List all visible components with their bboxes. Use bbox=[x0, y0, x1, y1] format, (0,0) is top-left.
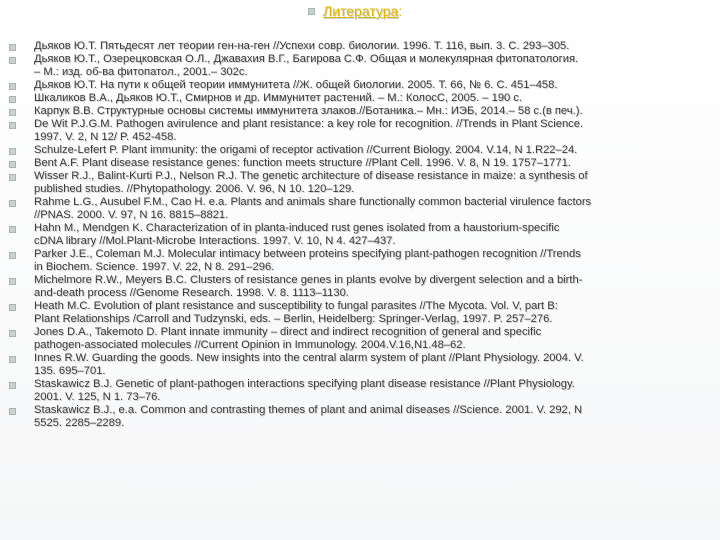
reference-line: Дьяков Ю.Т. На пути к общей теории иммунитета //Ж. общей биологии. 2005. Т. 66, № 6. С. 451–458. bbox=[34, 79, 558, 91]
bullet-square-icon bbox=[9, 44, 16, 51]
bullet-square-icon bbox=[9, 109, 16, 116]
bullet-square-icon bbox=[9, 200, 16, 207]
title-colon: : bbox=[398, 3, 403, 19]
reference-line: pathogen-associated molecules //Current Opinion in Immunology. 2004.V.16,N1.48–62. bbox=[34, 339, 466, 351]
bullet-square-icon bbox=[9, 174, 16, 181]
reference-item bbox=[0, 118, 720, 144]
reference-item bbox=[0, 144, 720, 157]
reference-item bbox=[0, 79, 720, 92]
reference-line: Michelmore R.W., Meyers B.C. Clusters of resistance genes in plants evolve by divergent selection and a birth- bbox=[34, 274, 583, 286]
reference-item bbox=[0, 157, 720, 170]
reference-item bbox=[0, 196, 720, 222]
bullet-square-icon bbox=[9, 382, 16, 389]
reference-line: Rahme L.G., Ausubel F.M., Cao H. e.a. Plants and animals share functionally common bacterial virulence factors bbox=[34, 196, 592, 208]
reference-item bbox=[0, 274, 720, 300]
reference-line: Jones D.A., Takemoto D. Plant innate immunity – direct and indirect recognition of general and specific bbox=[34, 326, 542, 338]
reference-line: published studies. //Phytopathology. 2006. V. 96, N 10. 120–129. bbox=[34, 183, 355, 195]
reference-line: 2001. V. 125, N 1. 73–76. bbox=[34, 391, 161, 403]
reference-item bbox=[0, 222, 720, 248]
bullet-square-icon bbox=[9, 122, 16, 129]
bullet-square-icon bbox=[9, 161, 16, 168]
reference-line: Wisser R.J., Balint-Kurti P.J., Nelson R.J. The genetic architecture of disease resistance in maize: a synthesis of bbox=[34, 170, 588, 182]
reference-line: De Wit P.J.G.M. Pathogen avirulence and plant resistance: a key role for recognition. //Trends in Plant Science. bbox=[34, 118, 584, 130]
bullet-square-icon bbox=[9, 83, 16, 90]
bullet-square-icon bbox=[9, 408, 16, 415]
bullet-square-icon bbox=[308, 8, 315, 15]
reference-line: cDNA library //Mol.Plant-Microbe Interactions. 1997. V. 10, N 4. 427–437. bbox=[34, 235, 396, 247]
reference-line: Дьяков Ю.Т., Озерецковская О.Л., Джавахия В.Г., Багирова С.Ф. Общая и молекулярная фитопатология. bbox=[34, 53, 579, 65]
reference-item bbox=[0, 40, 720, 53]
reference-line: 135. 695–701. bbox=[34, 365, 106, 377]
bullet-square-icon bbox=[9, 57, 16, 64]
bullet-square-icon bbox=[9, 96, 16, 103]
reference-line: Heath M.C. Evolution of plant resistance and susceptibility to fungal parasites //The Mycota. Vol. V, part B: bbox=[34, 300, 558, 312]
bullet-square-icon bbox=[9, 252, 16, 259]
bullet-square-icon bbox=[9, 278, 16, 285]
reference-line: in Biochem. Science. 1997. V. 22, N 8. 291–296. bbox=[34, 261, 275, 273]
reference-list bbox=[0, 40, 720, 430]
reference-line: Parker J.E., Coleman M.J. Molecular intimacy between proteins specifying plant-pathogen recognition //Trends bbox=[34, 248, 581, 260]
reference-line: Шкаликов В.А., Дьяков Ю.Т., Смирнов и др. Иммунитет растений. – М.: КолосС, 2005. – 190 с. bbox=[34, 92, 523, 104]
reference-item bbox=[0, 92, 720, 105]
reference-line: Bent A.F. Plant disease resistance genes: function meets structure //Plant Cell. 1996. V. 8, N 19. 1757–1771. bbox=[34, 157, 571, 169]
reference-line: Карпук В.В. Структурные основы системы иммунитета злаков.//Ботаника.– Мн.: ИЭБ, 2014.– 58 с.(в печ.). bbox=[34, 105, 583, 117]
bullet-square-icon bbox=[9, 304, 16, 311]
heading-row bbox=[308, 3, 402, 19]
bullet-square-icon bbox=[9, 148, 16, 155]
reference-line: Plant Relationships /Carroll and Tudzynski, eds. – Berlin, Heidelberg: Springer-Verlag, 1997. P. 257–276. bbox=[34, 313, 553, 325]
reference-line: and-death process //Genome Research. 1998. V. 8. 1113–1130. bbox=[34, 287, 349, 299]
reference-item bbox=[0, 378, 720, 404]
reference-line: 1997. V. 2, N 12/ P. 452-458. bbox=[34, 131, 177, 143]
reference-line: 5525. 2285–2289. bbox=[34, 417, 125, 429]
reference-line: Hahn M., Mendgen K. Characterization of in planta-induced rust genes isolated from a haustorium-specific bbox=[34, 222, 560, 234]
reference-line: Schulze-Lefert P. Plant immunity: the origami of receptor activation //Current Biology. 2004. V.14, N 1.R22–24. bbox=[34, 144, 578, 156]
reference-item bbox=[0, 248, 720, 274]
reference-line: Staskawicz B.J. Genetic of plant-pathogen interactions specifying plant disease resistance //Plant Physiology. bbox=[34, 378, 575, 390]
reference-line: – М.: изд. об-ва фитопатол., 2001.– 302с. bbox=[34, 66, 248, 78]
bullet-square-icon bbox=[9, 356, 16, 363]
reference-item bbox=[0, 170, 720, 196]
reference-line: //PNAS. 2000. V. 97, N 16. 8815–8821. bbox=[34, 209, 229, 221]
bullet-square-icon bbox=[9, 226, 16, 233]
reference-line: Staskawicz B.J., e.a. Common and contrasting themes of plant and animal diseases //Science. 2001. V. 292, N bbox=[34, 404, 583, 416]
page-title: Литература bbox=[323, 3, 399, 19]
reference-item bbox=[0, 326, 720, 352]
reference-line: Innes R.W. Guarding the goods. New insights into the central alarm system of plant //Plant Physiology. 2004. V. bbox=[34, 352, 584, 364]
reference-item bbox=[0, 404, 720, 430]
reference-item bbox=[0, 300, 720, 326]
reference-item bbox=[0, 352, 720, 378]
reference-item bbox=[0, 105, 720, 118]
reference-line: Дьяков Ю.Т. Пятьдесят лет теории ген-на-ген //Успехи совр. биологии. 1996. Т. 116, вып. 3. С. 293–305. bbox=[34, 40, 570, 52]
bullet-square-icon bbox=[9, 330, 16, 337]
reference-item bbox=[0, 53, 720, 79]
